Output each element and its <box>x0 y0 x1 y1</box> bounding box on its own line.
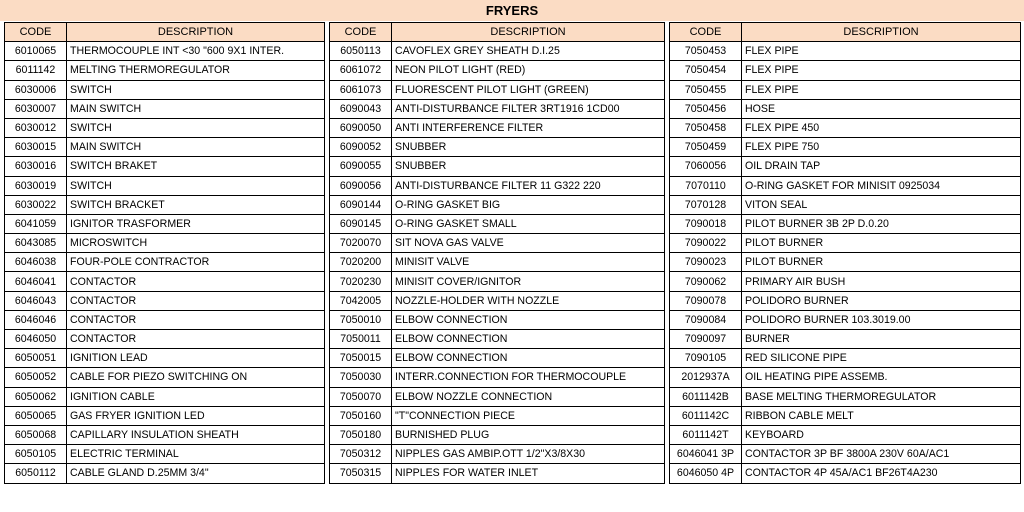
table-body <box>5 42 1021 483</box>
part-description-cell: CONTACTOR 3P BF 3800A 230V 60A/AC1 <box>742 445 1021 464</box>
part-description-cell: FLEX PIPE <box>742 61 1021 80</box>
part-code-cell: 6030012 <box>5 118 67 137</box>
part-description-cell: BURNER <box>742 330 1021 349</box>
part-description-cell: NOZZLE-HOLDER WITH NOZZLE <box>392 291 665 310</box>
part-code-cell: 6050065 <box>5 406 67 425</box>
part-code-cell: 6011142 <box>5 61 67 80</box>
part-code-cell: 6011142B <box>670 387 742 406</box>
part-description-cell: CAVOFLEX GREY SHEATH D.I.25 <box>392 42 665 61</box>
part-description-cell: SIT NOVA GAS VALVE <box>392 234 665 253</box>
part-code-cell: 6043085 <box>5 234 67 253</box>
part-description-cell: IGNITOR TRASFORMER <box>67 214 325 233</box>
part-description-cell: BASE MELTING THERMOREGULATOR <box>742 387 1021 406</box>
table-row <box>5 42 1021 61</box>
part-description-cell: BURNISHED PLUG <box>392 425 665 444</box>
part-description-cell: NEON PILOT LIGHT (RED) <box>392 61 665 80</box>
part-code-cell: 6090145 <box>330 214 392 233</box>
part-description-cell: O-RING GASKET FOR MINISIT 0925034 <box>742 176 1021 195</box>
part-code-cell: 7090062 <box>670 272 742 291</box>
part-code-cell: 7050070 <box>330 387 392 406</box>
part-description-cell: FLEX PIPE <box>742 80 1021 99</box>
part-description-cell: HOSE <box>742 99 1021 118</box>
part-description-cell: PRIMARY AIR BUSH <box>742 272 1021 291</box>
part-description-cell: FOUR-POLE CONTRACTOR <box>67 253 325 272</box>
part-code-cell: 7050011 <box>330 330 392 349</box>
description-header: DESCRIPTION <box>742 23 1021 42</box>
part-code-cell: 6090043 <box>330 99 392 118</box>
part-description-cell: CONTACTOR <box>67 272 325 291</box>
table-row <box>5 138 1021 157</box>
part-description-cell: SWITCH BRACKET <box>67 195 325 214</box>
code-header: CODE <box>330 23 392 42</box>
table-row <box>5 272 1021 291</box>
part-description-cell: FLUORESCENT PILOT LIGHT (GREEN) <box>392 80 665 99</box>
part-code-cell: 6041059 <box>5 214 67 233</box>
part-code-cell: 6046038 <box>5 253 67 272</box>
part-code-cell: 7050010 <box>330 310 392 329</box>
part-description-cell: IGNITION CABLE <box>67 387 325 406</box>
part-code-cell: 6090052 <box>330 138 392 157</box>
part-code-cell: 6046050 4P <box>670 464 742 483</box>
part-code-cell: 6061072 <box>330 61 392 80</box>
part-description-cell: ELBOW CONNECTION <box>392 330 665 349</box>
part-code-cell: 6030016 <box>5 157 67 176</box>
table-row <box>5 157 1021 176</box>
part-description-cell: SWITCH <box>67 176 325 195</box>
part-code-cell: 6030015 <box>5 138 67 157</box>
part-code-cell: 7090078 <box>670 291 742 310</box>
part-description-cell: SWITCH <box>67 80 325 99</box>
table-row <box>5 99 1021 118</box>
part-code-cell: 7050454 <box>670 61 742 80</box>
part-code-cell: 7070110 <box>670 176 742 195</box>
table-row <box>5 425 1021 444</box>
part-code-cell: 7050160 <box>330 406 392 425</box>
part-description-cell: ANTI-DISTURBANCE FILTER 11 G322 220 <box>392 176 665 195</box>
part-description-cell: PILOT BURNER <box>742 253 1021 272</box>
part-code-cell: 6011142T <box>670 425 742 444</box>
part-code-cell: 7050315 <box>330 464 392 483</box>
part-description-cell: MAIN SWITCH <box>67 99 325 118</box>
part-description-cell: MINISIT COVER/IGNITOR <box>392 272 665 291</box>
part-description-cell: NIPPLES GAS AMBIP.OTT 1/2"X3/8X30 <box>392 445 665 464</box>
part-description-cell: VITON SEAL <box>742 195 1021 214</box>
description-header: DESCRIPTION <box>67 23 325 42</box>
part-code-cell: 6090050 <box>330 118 392 137</box>
part-description-cell: MAIN SWITCH <box>67 138 325 157</box>
part-description-cell: SNUBBER <box>392 138 665 157</box>
part-description-cell: FLEX PIPE <box>742 42 1021 61</box>
part-description-cell: OIL HEATING PIPE ASSEMB. <box>742 368 1021 387</box>
part-description-cell: FLEX PIPE 450 <box>742 118 1021 137</box>
table-row <box>5 310 1021 329</box>
part-description-cell: CONTACTOR 4P 45A/AC1 BF26T4A230 <box>742 464 1021 483</box>
part-code-cell: 6046041 3P <box>670 445 742 464</box>
part-description-cell: THERMOCOUPLE INT <30 "600 9X1 INTER. <box>67 42 325 61</box>
part-code-cell: 6050112 <box>5 464 67 483</box>
part-code-cell: 6090055 <box>330 157 392 176</box>
part-code-cell: 6090144 <box>330 195 392 214</box>
part-code-cell: 7090105 <box>670 349 742 368</box>
part-description-cell: CONTACTOR <box>67 330 325 349</box>
table-row <box>5 234 1021 253</box>
part-code-cell: 7042005 <box>330 291 392 310</box>
part-description-cell: MINISIT VALVE <box>392 253 665 272</box>
part-description-cell: CONTACTOR <box>67 291 325 310</box>
part-code-cell: 7050312 <box>330 445 392 464</box>
part-code-cell: 6090056 <box>330 176 392 195</box>
part-description-cell: NIPPLES FOR WATER INLET <box>392 464 665 483</box>
part-code-cell: 7050458 <box>670 118 742 137</box>
part-code-cell: 6046043 <box>5 291 67 310</box>
table-row <box>5 349 1021 368</box>
part-code-cell: 2012937A <box>670 368 742 387</box>
part-description-cell: OIL DRAIN TAP <box>742 157 1021 176</box>
part-description-cell: CONTACTOR <box>67 310 325 329</box>
table-row <box>5 464 1021 483</box>
part-code-cell: 7020200 <box>330 253 392 272</box>
part-description-cell: PILOT BURNER <box>742 234 1021 253</box>
part-code-cell: 6030007 <box>5 99 67 118</box>
table-row <box>5 445 1021 464</box>
part-code-cell: 7090097 <box>670 330 742 349</box>
part-code-cell: 6050113 <box>330 42 392 61</box>
table-row <box>5 80 1021 99</box>
part-description-cell: ELBOW CONNECTION <box>392 349 665 368</box>
part-description-cell: CAPILLARY INSULATION SHEATH <box>67 425 325 444</box>
table-row <box>5 195 1021 214</box>
table-row <box>5 330 1021 349</box>
part-description-cell: POLIDORO BURNER 103.3019.00 <box>742 310 1021 329</box>
sheet-title: FRYERS <box>0 0 1024 21</box>
header-row <box>5 23 1021 42</box>
part-code-cell: 7090018 <box>670 214 742 233</box>
part-description-cell: O-RING GASKET SMALL <box>392 214 665 233</box>
part-code-cell: 6061073 <box>330 80 392 99</box>
part-code-cell: 7050455 <box>670 80 742 99</box>
part-description-cell: POLIDORO BURNER <box>742 291 1021 310</box>
part-code-cell: 6010065 <box>5 42 67 61</box>
part-code-cell: 7090023 <box>670 253 742 272</box>
part-description-cell: RED SILICONE PIPE <box>742 349 1021 368</box>
part-description-cell: ANTI INTERFERENCE FILTER <box>392 118 665 137</box>
part-description-cell: MICROSWITCH <box>67 234 325 253</box>
description-header: DESCRIPTION <box>392 23 665 42</box>
part-code-cell: 7050015 <box>330 349 392 368</box>
part-code-cell: 7020070 <box>330 234 392 253</box>
table-row <box>5 291 1021 310</box>
part-code-cell: 7050453 <box>670 42 742 61</box>
part-code-cell: 6050062 <box>5 387 67 406</box>
part-description-cell: ELECTRIC TERMINAL <box>67 445 325 464</box>
part-code-cell: 7060056 <box>670 157 742 176</box>
table-row <box>5 214 1021 233</box>
code-header: CODE <box>670 23 742 42</box>
part-code-cell: 7090084 <box>670 310 742 329</box>
part-code-cell: 6011142C <box>670 406 742 425</box>
table-row <box>5 406 1021 425</box>
part-description-cell: RIBBON CABLE MELT <box>742 406 1021 425</box>
part-code-cell: 6046041 <box>5 272 67 291</box>
part-code-cell: 6050052 <box>5 368 67 387</box>
part-code-cell: 6046050 <box>5 330 67 349</box>
part-description-cell: MELTING THERMOREGULATOR <box>67 61 325 80</box>
table-row <box>5 176 1021 195</box>
part-code-cell: 7050456 <box>670 99 742 118</box>
part-description-cell: CABLE GLAND D.25MM 3/4" <box>67 464 325 483</box>
part-code-cell: 6050051 <box>5 349 67 368</box>
table-row <box>5 253 1021 272</box>
parts-table <box>4 22 1021 484</box>
table-row <box>5 387 1021 406</box>
part-code-cell: 7070128 <box>670 195 742 214</box>
part-description-cell: SWITCH <box>67 118 325 137</box>
part-description-cell: ELBOW CONNECTION <box>392 310 665 329</box>
part-code-cell: 6046046 <box>5 310 67 329</box>
part-description-cell: KEYBOARD <box>742 425 1021 444</box>
part-description-cell: ELBOW NOZZLE CONNECTION <box>392 387 665 406</box>
part-code-cell: 7050030 <box>330 368 392 387</box>
part-description-cell: ANTI-DISTURBANCE FILTER 3RT1916 1CD00 <box>392 99 665 118</box>
part-description-cell: PILOT BURNER 3B 2P D.0.20 <box>742 214 1021 233</box>
part-description-cell: O-RING GASKET BIG <box>392 195 665 214</box>
part-code-cell: 7050180 <box>330 425 392 444</box>
part-description-cell: FLEX PIPE 750 <box>742 138 1021 157</box>
part-description-cell: CABLE FOR PIEZO SWITCHING ON <box>67 368 325 387</box>
table-row <box>5 368 1021 387</box>
part-description-cell: GAS FRYER IGNITION LED <box>67 406 325 425</box>
table-row <box>5 61 1021 80</box>
part-code-cell: 7050459 <box>670 138 742 157</box>
part-code-cell: 6050105 <box>5 445 67 464</box>
part-description-cell: SNUBBER <box>392 157 665 176</box>
part-description-cell: IGNITION LEAD <box>67 349 325 368</box>
part-description-cell: "T"CONNECTION PIECE <box>392 406 665 425</box>
part-code-cell: 6050068 <box>5 425 67 444</box>
part-description-cell: SWITCH BRAKET <box>67 157 325 176</box>
part-code-cell: 6030022 <box>5 195 67 214</box>
part-code-cell: 7020230 <box>330 272 392 291</box>
part-code-cell: 6030006 <box>5 80 67 99</box>
code-header: CODE <box>5 23 67 42</box>
table-row <box>5 118 1021 137</box>
part-code-cell: 7090022 <box>670 234 742 253</box>
part-code-cell: 6030019 <box>5 176 67 195</box>
part-description-cell: INTERR.CONNECTION FOR THERMOCOUPLE <box>392 368 665 387</box>
